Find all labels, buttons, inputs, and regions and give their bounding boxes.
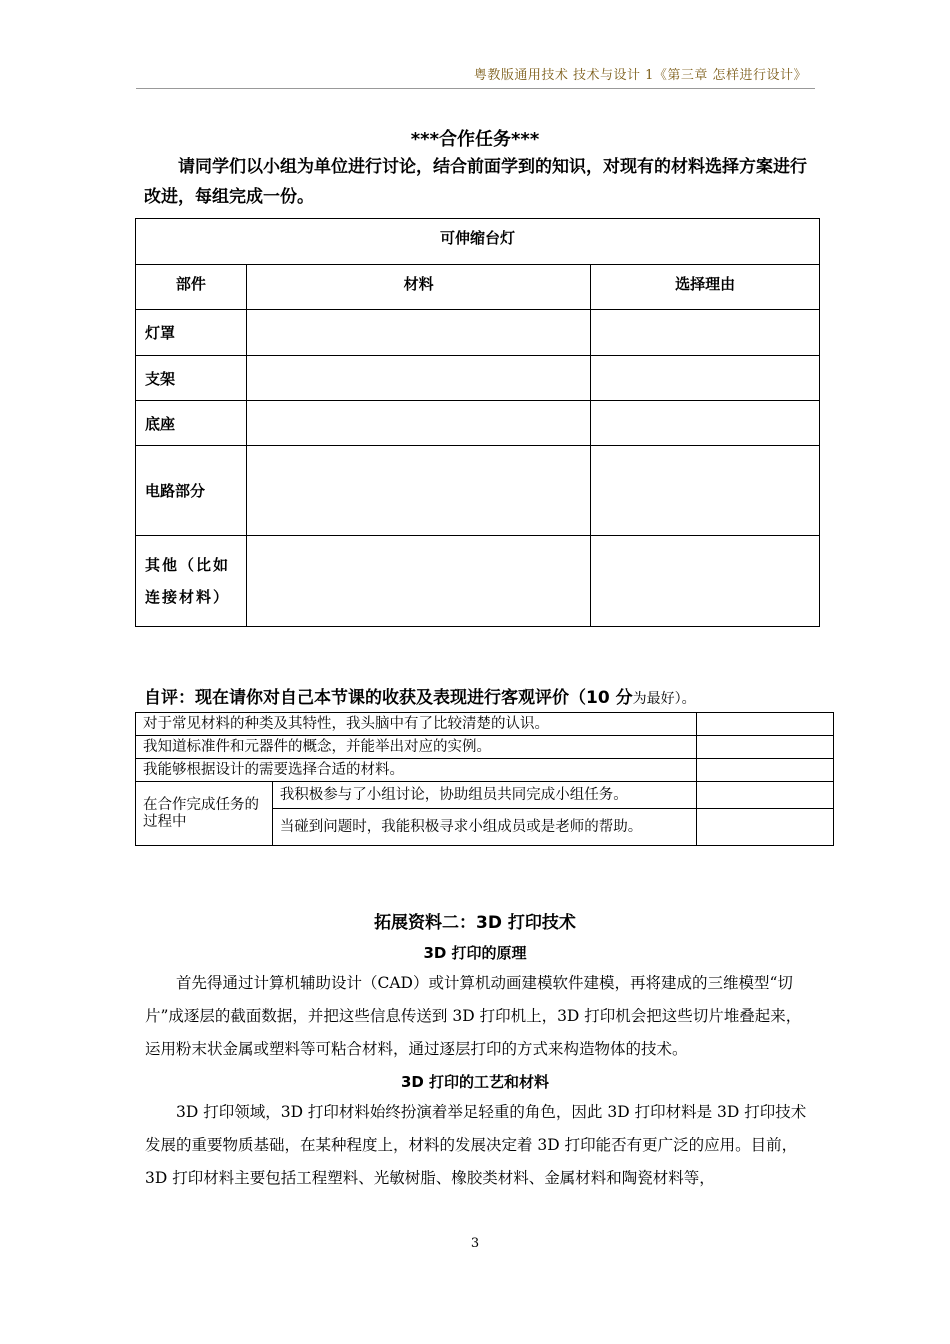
eval-item: 我能够根据设计的需要选择合适的材料。 [136, 759, 697, 782]
row-label-other: 其他（比如连接材料） [136, 536, 247, 627]
reason-cell[interactable] [591, 446, 820, 536]
section-heading-principle: 3D 打印的原理 [423, 944, 527, 962]
table-row [136, 401, 820, 446]
extension-title: 拓展资料二：3D 打印技术 [374, 913, 576, 933]
material-cell[interactable] [246, 310, 590, 356]
self-eval-title [144, 683, 696, 708]
reason-cell[interactable] [591, 536, 820, 627]
eval-item: 对于常见材料的种类及其特性，我头脑中有了比较清楚的认识。 [136, 713, 697, 736]
coop-task-intro: 请同学们以小组为单位进行讨论，结合前面学到的知识，对现有的材料选择方案进行改进，每组完成一份。 [144, 157, 807, 207]
material-cell[interactable] [246, 536, 590, 627]
group-label: 在合作完成任务的过程中 [136, 782, 273, 846]
header-part: 部件 [136, 265, 247, 310]
material-cell[interactable] [246, 446, 590, 536]
score-cell[interactable] [697, 759, 834, 782]
reason-cell[interactable] [591, 401, 820, 446]
coop-task-title: ***合作任务*** [410, 129, 540, 150]
row-label-stand: 支架 [136, 356, 247, 401]
score-cell[interactable] [697, 809, 834, 846]
paragraph-principle: 首先得通过计算机辅助设计（CAD）或计算机动画建模软件建模，再将建成的三维模型“切片”成逐层的截面数据，并把这些信息传送到 3D 打印机上，3D 打印机会把这些切片堆叠起来，运用粉末状金属或塑料等可粘合材料，通过逐层打印的方式来构造物体的技术。 [145, 974, 802, 1058]
score-cell[interactable] [697, 736, 834, 759]
score-cell[interactable] [697, 713, 834, 736]
page-header: 粤教版通用技术 技术与设计 1《第三章 怎样进行设计》 [473, 68, 807, 83]
header-material: 材料 [246, 265, 590, 310]
self-eval-table [135, 712, 834, 846]
table-row [136, 736, 834, 759]
header-divider [136, 88, 815, 89]
table-title: 可伸缩台灯 [136, 219, 820, 265]
header-reason: 选择理由 [591, 265, 820, 310]
self-eval-title-suffix: 为最好）。 [632, 691, 696, 707]
reason-cell[interactable] [591, 356, 820, 401]
score-cell[interactable] [697, 782, 834, 809]
eval-item: 我知道标准件和元器件的概念，并能举出对应的实例。 [136, 736, 697, 759]
table-row [136, 759, 834, 782]
table-row [136, 536, 820, 627]
page-number: 3 [470, 1236, 480, 1251]
table-row [136, 782, 834, 809]
table-row [136, 446, 820, 536]
table-row [136, 713, 834, 736]
material-cell[interactable] [246, 356, 590, 401]
eval-item: 我积极参与了小组讨论，协助组员共同完成小组任务。 [272, 782, 696, 809]
row-label-lampshade: 灯罩 [136, 310, 247, 356]
self-eval-title-main: 自评：现在请你对自己本节课的收获及表现进行客观评价（10 分 [144, 688, 633, 708]
row-label-base: 底座 [136, 401, 247, 446]
eval-item: 当碰到问题时，我能积极寻求小组成员或是老师的帮助。 [272, 809, 696, 846]
reason-cell[interactable] [591, 310, 820, 356]
lamp-material-table [135, 218, 820, 627]
material-cell[interactable] [246, 401, 590, 446]
section-heading-materials: 3D 打印的工艺和材料 [400, 1073, 550, 1091]
paragraph-materials: 3D 打印领域，3D 打印材料始终扮演着举足轻重的角色，因此 3D 打印材料是 3D 打印技术发展的重要物质基础，在某种程度上，材料的发展决定着 3D 打印能否有更广泛的应用。目前，3D 打印材料主要包括工程塑料、光敏树脂、橡胶类材料、金属材料和陶瓷材料等， [145, 1103, 807, 1187]
table-row [136, 310, 820, 356]
row-label-circuit: 电路部分 [136, 446, 247, 536]
table-row [136, 356, 820, 401]
